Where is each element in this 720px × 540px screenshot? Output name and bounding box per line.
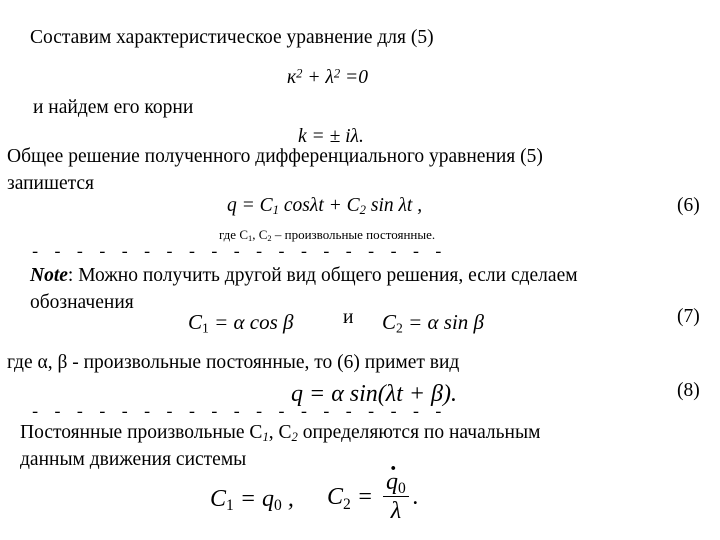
eq7-sub2: 2 [396,320,403,336]
eq7-c2-rhs: = α sin β [402,310,485,334]
equation-7-number: (7) [677,306,700,327]
eq9-denominator: λ [390,498,402,524]
consts-post: – произвольные постоянные. [271,227,436,242]
note-label: Note [30,265,68,286]
equation-8-number: (8) [677,380,700,401]
eq9-equals: = [350,483,380,510]
eq9-sub1: 1 [226,496,234,514]
eq9-num-sub: 0 [398,479,406,497]
eq6-q: q = C [227,195,273,216]
characteristic-equation [287,68,368,88]
constants-note [219,227,436,244]
eq9-c1: C [210,486,227,512]
note-line [30,266,578,286]
eq-lambda: λ [325,67,334,88]
eq7-c1: C [188,310,203,334]
constants-sub2: 2 [291,430,298,445]
constants-sub1: 1 [262,430,269,445]
equation-8: q = α sin(λt + β). [291,381,457,407]
eq-exp1: 2 [296,66,303,81]
equation-6-number: (6) [677,195,700,216]
consts-mid: , C [252,227,268,242]
eq6-sub2: 2 [359,203,366,218]
roots-line: и найдем его корни [33,97,194,118]
eq-exp2: 2 [333,66,341,81]
dashed-separator-2: - - - - - - - - - - - - - - - - - - - [30,404,445,423]
eq6-cos: cosλt + C [279,195,360,216]
constants-post: определяются по начальным [297,422,541,443]
equation-7-c1 [188,310,294,336]
eq9-c2: C [327,483,344,510]
general-solution-line: Общее решение полученного дифференциального уравнения (5) [7,146,543,167]
eq-equals: =0 [340,67,368,88]
general-solution-line-2: запишется [7,173,95,194]
constants-line [20,423,540,443]
equation-7-and: и [343,307,354,328]
equation-9-c2: C 2 = · $\frac{q_0}{\lambda}$ . [327,470,419,523]
notation-line: обозначения [30,292,134,313]
eq9-c1-rhs: = q [233,486,275,512]
equation-7-c2 [382,310,485,336]
eq9-qdot: · q [386,470,398,494]
eq9-fraction [383,470,409,523]
params-line: где α, β - произвольные постоянные, то (6) примет вид [7,352,460,373]
eq6-sin: sin λt , [365,195,423,216]
eq-k: к [287,67,297,88]
note-text: : Можно получить другой вид общего решения, если сделаем [67,265,578,286]
roots-equation: k = ± iλ. [298,126,364,147]
consts-pre: где C [219,227,248,242]
eq9-comma: , [281,486,294,512]
eq9-sub0: 0 [274,496,282,514]
eq7-c2: C [382,310,397,334]
eq7-sub1: 1 [202,320,209,336]
eq6-sub1: 1 [272,203,279,218]
equation-6 [227,196,422,216]
equation-9-c1 [210,486,294,514]
eq9-period: . [412,483,419,510]
initial-data-line: данным движения системы [20,449,247,470]
intro-line: Составим характеристическое уравнение для (5) [30,27,434,48]
constants-mid: , C [268,422,292,443]
dashed-separator-1: - - - - - - - - - - - - - - - - - - - [30,244,445,263]
consts-sub1: 1 [248,233,253,244]
consts-sub2: 2 [267,233,272,244]
constants-pre: Постоянные произвольные C [20,422,263,443]
eq9-numerator [383,470,409,497]
eq-plus: + [302,67,326,88]
eq7-c1-rhs: = α cos β [208,310,294,334]
